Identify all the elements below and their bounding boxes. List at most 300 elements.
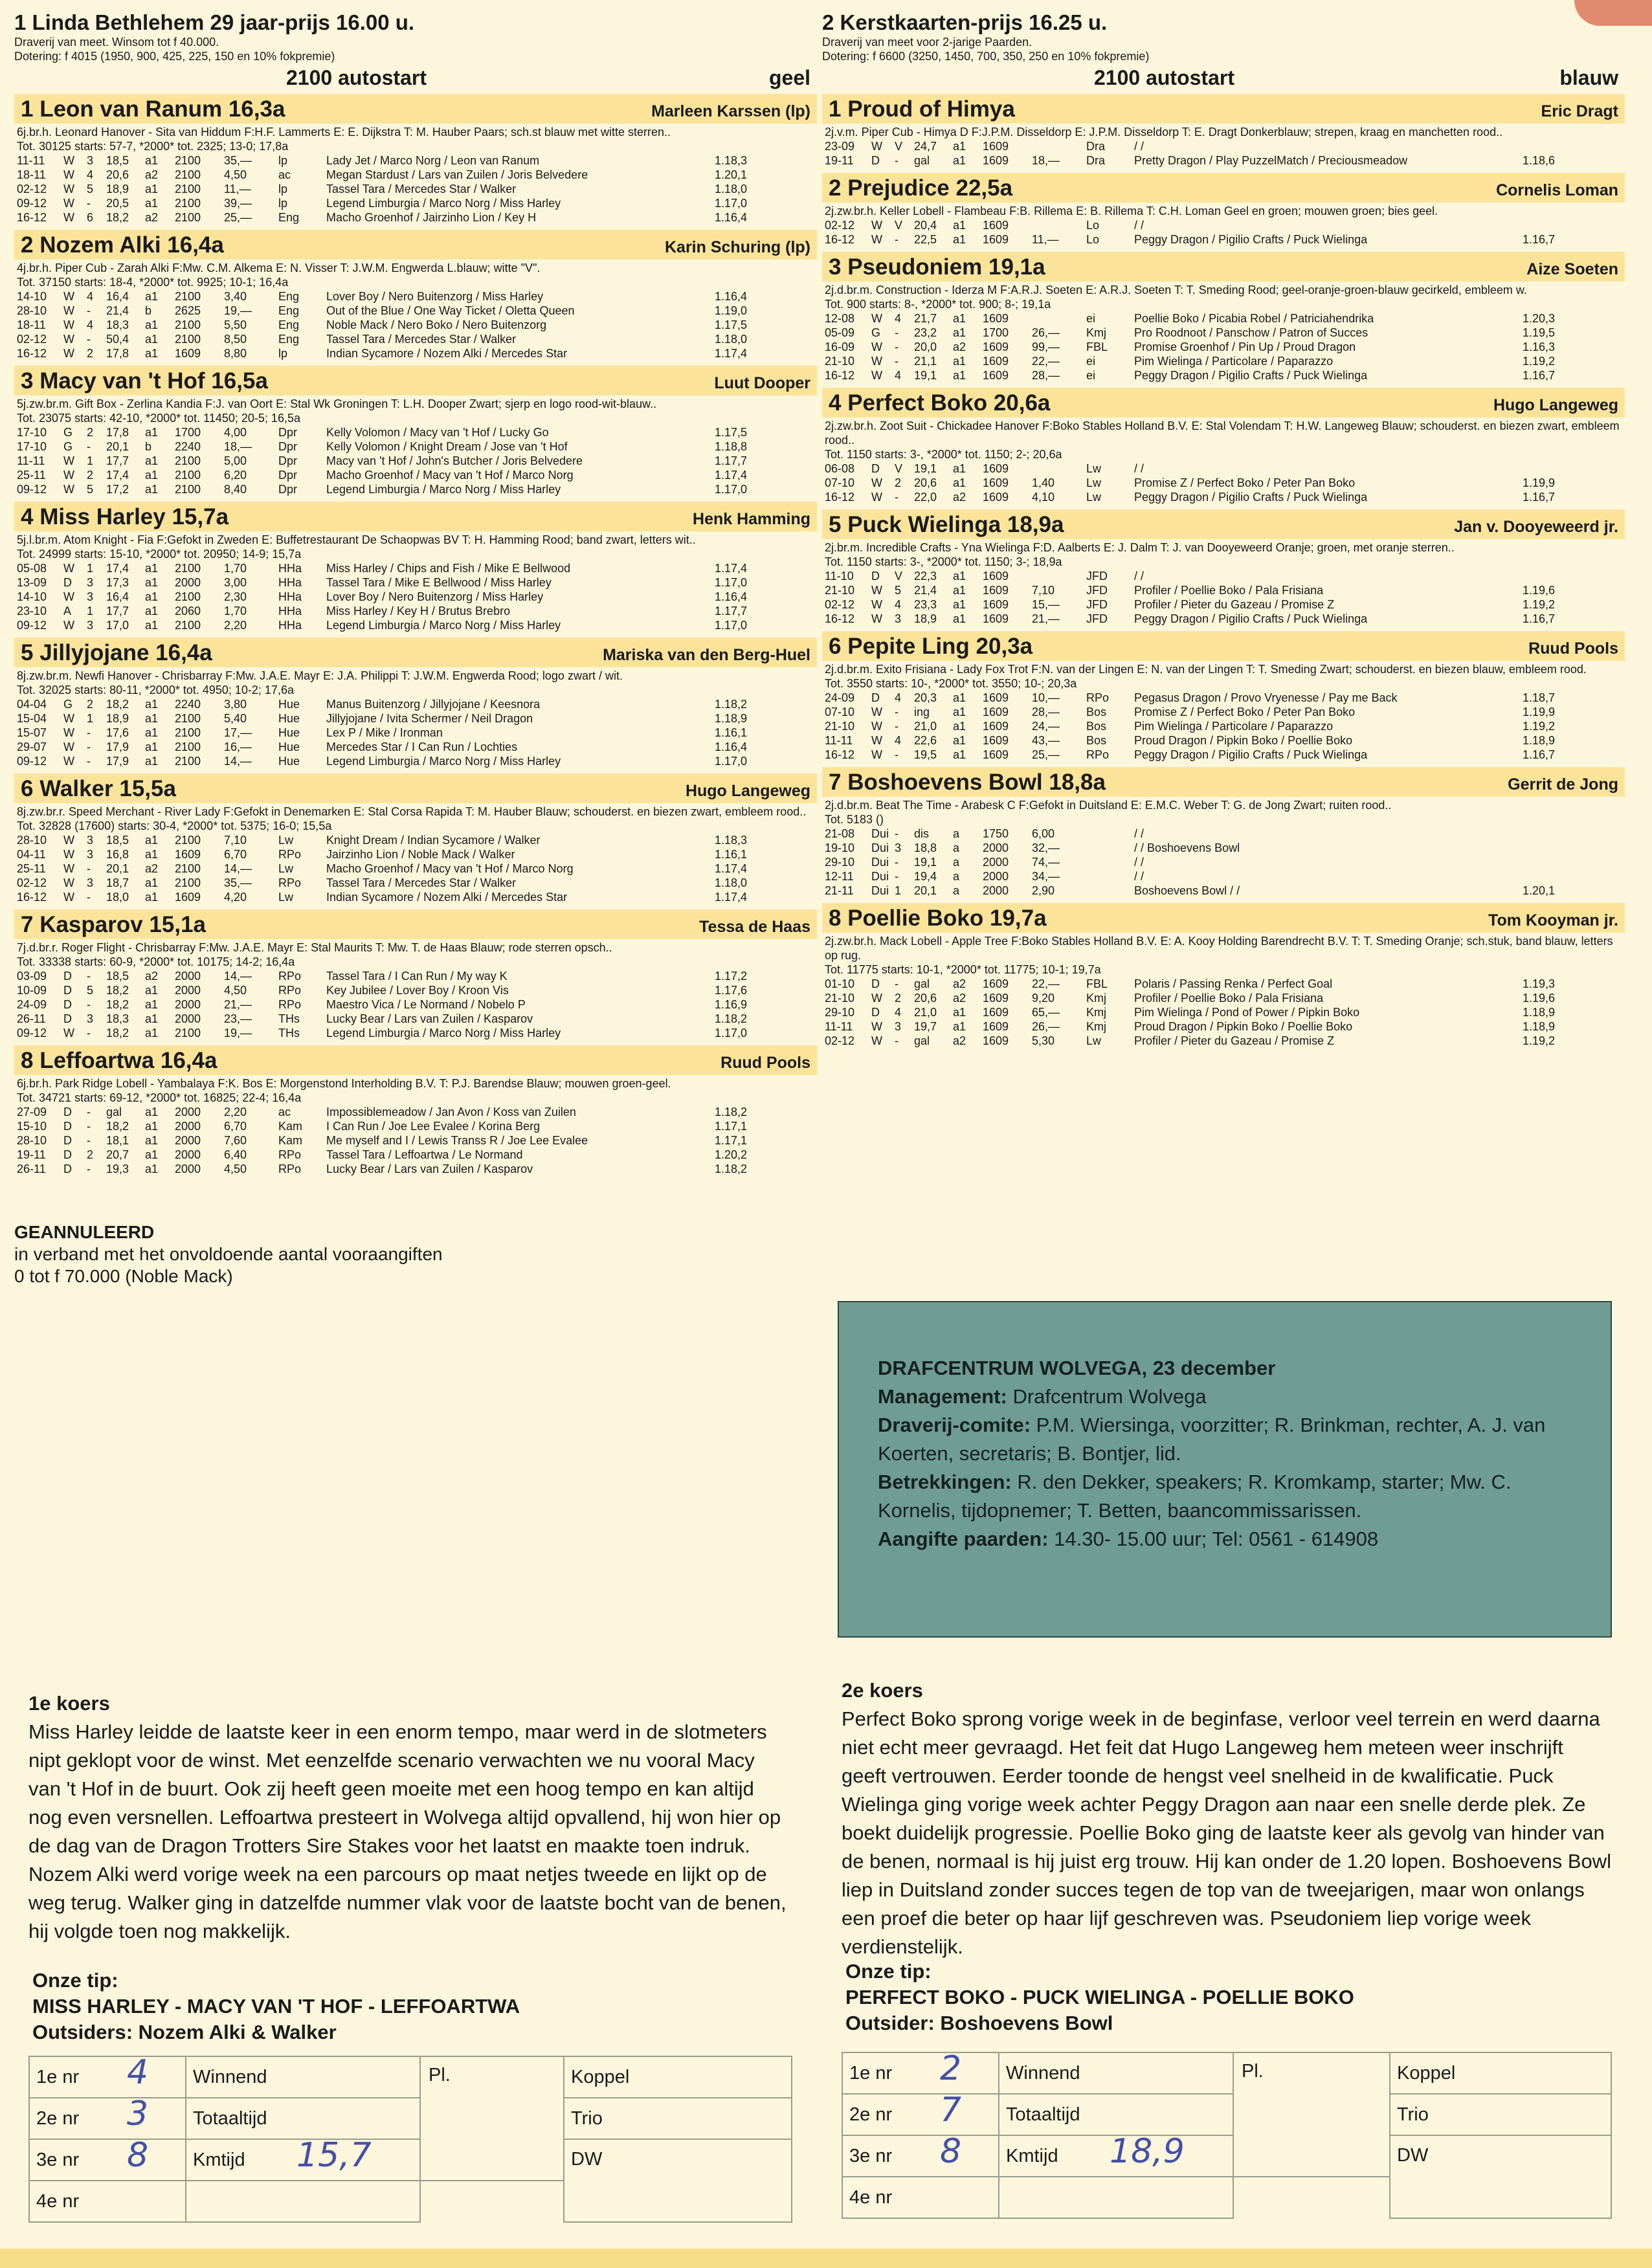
result-cell: D <box>63 576 72 589</box>
horse-header <box>822 173 1625 203</box>
result-row <box>825 340 1627 354</box>
result-cell: W <box>871 476 882 489</box>
result-cell: 18,5 <box>106 834 129 847</box>
result-cell: 1.16,7 <box>1523 233 1556 246</box>
result-cell: 19,— <box>224 304 252 317</box>
result-row <box>17 740 820 754</box>
result-cell: 25,— <box>1032 748 1060 761</box>
driver-name: Jan v. Dooyeweerd jr. <box>1454 518 1618 536</box>
result-cell: Hue <box>278 740 300 753</box>
result-cell: Kmj <box>1086 326 1106 339</box>
horse-entry <box>822 903 1625 1048</box>
result-cell: a1 <box>953 612 966 625</box>
result-cell: 4 <box>895 691 902 704</box>
betrekkingen-label: Betrekkingen: <box>878 1471 1012 1493</box>
result-cell: 19-11 <box>825 154 854 167</box>
result-cell: 25-11 <box>17 862 46 875</box>
handwritten-kmtijd[interactable]: 15,7 <box>296 2136 372 2175</box>
result-cell: D <box>63 1162 72 1175</box>
result-cell: 1.18,9 <box>715 712 748 725</box>
result-cell: a1 <box>145 755 159 768</box>
info-box <box>838 1301 1612 1638</box>
result-cell: - <box>895 1034 899 1047</box>
horse-name: 1 Proud of Himya <box>829 96 1015 122</box>
horse-header <box>822 767 1625 797</box>
result-cell: Megan Stardust / Lars van Zuilen / Joris Belvedere <box>326 168 588 181</box>
result-row <box>17 833 820 847</box>
result-row <box>825 153 1627 168</box>
horse-pedigree: 2j.zw.br.h. Zoot Suit - Chickadee Hanover F:Boko Stables Holland B.V. E: Stal Volendam T: H.W. Langeweg Blauw; schouderst. en biezen zwart, embleem rood.. <box>825 419 1620 447</box>
result-cell: 23,— <box>224 1012 252 1025</box>
result-cell: I Can Run / Joe Lee Evalee / Korina Berg <box>326 1120 541 1133</box>
result-cell: Profiler / Poellie Boko / Pala Frisiana <box>1134 584 1324 597</box>
driver-name: Luut Dooper <box>714 374 810 392</box>
result-cell: 5,50 <box>224 318 247 331</box>
race-meta <box>822 66 1625 90</box>
row-label[interactable]: 4e nr <box>29 2181 186 2222</box>
comite-value: P.M. Wiersinga, voorzitter; R. Brinkman, rechter, A. J. van Koerten, secretaris; B. Bontjer, lid. <box>878 1414 1546 1465</box>
driver-name: Henk Hamming <box>693 510 810 528</box>
result-cell: 18,— <box>224 440 252 453</box>
result-cell: Lucky Bear / Lars van Zuilen / Kasparov <box>326 1162 533 1175</box>
horse-entry <box>14 94 817 225</box>
pl-label: Pl. <box>1242 2061 1264 2082</box>
result-cell: 3 <box>87 576 94 589</box>
driver-name: Gerrit de Jong <box>1508 775 1618 794</box>
result-row <box>17 1026 820 1040</box>
row-label[interactable]: 4e nr <box>842 2177 999 2218</box>
horse-name: 7 Boshoevens Bowl 18,8a <box>829 770 1106 795</box>
result-cell: - <box>87 755 91 768</box>
result-cell: a1 <box>145 1148 159 1161</box>
result-cell: W <box>63 755 74 768</box>
result-cell: a1 <box>145 984 159 997</box>
result-cell: Jairzinho Lion / Noble Mack / Walker <box>326 848 515 861</box>
result-cell: 1609 <box>983 748 1009 761</box>
result-cell <box>1086 827 1134 841</box>
horse-stats: Tot. 34721 starts: 69-12, *2000* tot. 16825; 22-4; 16,4a <box>17 1091 302 1104</box>
result-cell: a1 <box>953 312 966 325</box>
result-cell <box>1032 139 1086 153</box>
result-cell: ei <box>1086 369 1096 382</box>
result-cell: 6,20 <box>224 469 247 482</box>
result-cell: 09-12 <box>17 755 47 768</box>
result-cell: a1 <box>953 598 966 611</box>
race-title: 2 Kerstkaarten-prijs 16.25 u. <box>822 10 1108 34</box>
result-cell: 16-12 <box>17 211 47 224</box>
result-cell: RPo <box>278 998 302 1011</box>
handwritten-nr3[interactable]: 8 <box>127 2136 149 2175</box>
driver-name: Hugo Langeweg <box>1493 396 1618 414</box>
result-cell: a2 <box>145 211 159 224</box>
horse-pedigree: 7j.d.br.r. Roger Flight - Chrisbarray F:Mw. J.A.E. Mayr E: Stal Maurits T: Mw. T. de Haas Blauw; rode sterren opsch.. <box>17 941 612 954</box>
result-cell: - <box>895 326 899 339</box>
handwritten-nr2[interactable]: 3 <box>127 2095 149 2133</box>
result-cell: 1.18,2 <box>715 1162 748 1175</box>
result-cell: 1609 <box>983 691 1009 704</box>
result-cell: D <box>63 970 72 983</box>
result-row <box>17 697 820 711</box>
result-cell: a2 <box>953 977 966 990</box>
result-cell: W <box>871 992 882 1005</box>
result-cell: D <box>63 998 72 1011</box>
result-cell: 2 <box>87 469 94 482</box>
result-cell: / / <box>1134 856 1144 869</box>
result-cell: 2000 <box>983 856 1009 869</box>
result-cell: RPo <box>278 876 302 889</box>
result-row <box>825 354 1627 368</box>
result-cell: 20,1 <box>106 440 129 453</box>
result-cell: 19,5 <box>914 748 937 761</box>
result-cell: 2000 <box>175 1012 201 1025</box>
result-cell: Indian Sycamore / Nozem Alki / Mercedes Star <box>326 891 568 904</box>
result-cell: Tassel Tara / Leffoartwa / Le Normand <box>326 1148 523 1161</box>
result-cell: 2625 <box>175 304 201 317</box>
horse-name: 4 Perfect Boko 20,6a <box>829 390 1051 416</box>
horse-header <box>14 230 817 260</box>
result-cell: Boshoevens Bowl / / <box>1134 884 1240 897</box>
result-cell: 1.16,1 <box>715 726 748 739</box>
result-cell: 1.19,9 <box>1523 706 1556 718</box>
result-cell: 15,— <box>1032 598 1060 611</box>
result-cell: W <box>871 491 882 504</box>
result-cell: a2 <box>145 168 159 181</box>
result-cell: 18,3 <box>106 1012 129 1025</box>
result-cell: 2100 <box>175 154 201 167</box>
handwritten-nr3[interactable]: 8 <box>940 2132 962 2171</box>
pl-cell[interactable] <box>420 2056 564 2181</box>
result-cell: 1609 <box>983 734 1009 747</box>
result-cell: 6,70 <box>224 848 247 861</box>
result-cell: 34,— <box>1032 870 1060 883</box>
result-cell: 23,3 <box>914 598 937 611</box>
horse-name: 8 Leffoartwa 16,4a <box>21 1048 218 1073</box>
result-row <box>17 439 820 454</box>
result-cell: Eng <box>278 318 300 331</box>
horse-name: 6 Pepite Ling 20,3a <box>829 634 1033 659</box>
result-cell: Hue <box>278 712 300 725</box>
result-cell: 2000 <box>983 884 1009 897</box>
result-cell: 32,— <box>1032 841 1060 854</box>
result-cell: D <box>63 1148 72 1161</box>
result-cell: 06-08 <box>825 462 855 475</box>
result-cell: Tassel Tara / Mike E Bellwood / Miss Harley <box>326 576 552 589</box>
result-cell: - <box>895 870 899 883</box>
results-table <box>17 969 820 1040</box>
driver-name: Karin Schuring (lp) <box>665 238 810 256</box>
trio-cell[interactable]: Trio <box>564 2098 792 2139</box>
result-cell: 18,1 <box>106 1134 129 1147</box>
totaaltijd-cell[interactable]: Totaaltijd <box>186 2098 420 2139</box>
result-cell: / / <box>1134 570 1144 583</box>
empty-cell[interactable] <box>1233 2177 1390 2218</box>
result-cell: ei <box>1086 355 1096 368</box>
result-cell: Proud Dragon / Pipkin Boko / Poellie Boko <box>1134 1020 1353 1033</box>
result-cell: 1609 <box>983 140 1009 153</box>
result-cell: 2100 <box>175 483 201 496</box>
handwritten-nr1[interactable]: 4 <box>127 2053 149 2092</box>
result-cell <box>1086 884 1134 898</box>
totaaltijd-cell[interactable]: Totaaltijd <box>999 2094 1233 2135</box>
result-cell: 19,4 <box>914 870 937 883</box>
result-cell: 1609 <box>983 720 1009 733</box>
result-cell: 1.19,6 <box>1523 992 1556 1005</box>
result-cell: 29-10 <box>825 856 855 869</box>
result-cell: a1 <box>145 1134 159 1147</box>
result-cell: Lo <box>1086 219 1100 232</box>
result-cell: a2 <box>953 1034 966 1047</box>
dw-cell[interactable] <box>1390 2135 1611 2218</box>
result-cell: dis <box>914 827 930 840</box>
result-cell: 2100 <box>175 590 201 603</box>
results-table <box>825 977 1627 1048</box>
result-cell: W <box>63 168 74 181</box>
result-cell: 1.17,7 <box>715 454 748 467</box>
result-cell: 20,1 <box>914 884 937 897</box>
horse-name: 2 Prejudice 22,5a <box>829 175 1013 201</box>
result-cell: W <box>871 312 882 325</box>
result-cell: Macho Groenhof / Macy van 't Hof / Marco Norg <box>326 469 574 482</box>
dw-cell[interactable] <box>564 2139 792 2222</box>
result-cell: D <box>63 1012 72 1025</box>
horse-entry <box>822 767 1625 898</box>
result-cell: 1.16,4 <box>715 590 748 603</box>
result-cell: FBL <box>1086 340 1108 353</box>
result-cell: 1.18,2 <box>715 1106 748 1118</box>
bet-form-race-1 <box>28 2053 792 2223</box>
result-cell: a <box>953 827 960 840</box>
result-cell: 16-12 <box>17 347 47 360</box>
dw-label: DW <box>1397 2145 1429 2166</box>
result-cell: 24-09 <box>825 691 855 704</box>
result-cell: 17,4 <box>106 469 129 482</box>
result-cell: 14,— <box>224 755 252 768</box>
result-row <box>17 468 820 482</box>
result-row <box>825 139 1627 153</box>
result-cell: 20,6 <box>914 476 937 489</box>
result-cell: 16-12 <box>825 612 855 625</box>
result-cell: Legend Limburgia / Marco Norg / Miss Harley <box>326 755 561 768</box>
handwritten-nr2[interactable]: 7 <box>940 2091 962 2129</box>
result-cell: Peggy Dragon / Pigilio Crafts / Puck Wielinga <box>1134 369 1368 382</box>
result-cell: b <box>145 440 152 453</box>
result-cell: Dui <box>871 870 889 883</box>
winnend-cell[interactable]: Winnend <box>999 2052 1233 2094</box>
result-cell: 18,2 <box>106 1027 129 1040</box>
horse-header <box>14 638 817 667</box>
result-cell: W <box>63 483 74 496</box>
result-row <box>17 862 820 876</box>
results-table <box>825 461 1627 504</box>
horse-stats: Tot. 33338 starts: 60-9, *2000* tot. 10175; 14-2; 16,4a <box>17 955 295 968</box>
result-cell: 22,6 <box>914 734 937 747</box>
result-row <box>825 827 1627 841</box>
result-cell: 1609 <box>983 154 1009 167</box>
result-cell: 1.18,0 <box>715 876 748 889</box>
result-cell: Noble Mack / Nero Boko / Nero Buitenzorg <box>326 318 547 331</box>
result-cell: D <box>871 462 880 475</box>
result-cell: 3 <box>895 841 902 854</box>
result-cell <box>1086 869 1134 884</box>
result-cell: 28-10 <box>17 834 47 847</box>
kmtijd-label: Kmtijd <box>193 2149 245 2170</box>
handwritten-kmtijd[interactable]: 18,9 <box>1110 2132 1185 2171</box>
result-cell: 16-12 <box>825 491 855 504</box>
result-cell: 1.19,0 <box>715 304 748 317</box>
result-cell: 8,50 <box>224 333 247 346</box>
horse-entry <box>822 252 1625 383</box>
result-cell: 39,— <box>224 197 252 210</box>
result-cell: 16-12 <box>825 748 855 761</box>
trio-cell[interactable]: Trio <box>1390 2094 1611 2135</box>
result-cell: 01-10 <box>825 977 855 990</box>
result-cell: 02-12 <box>17 876 47 889</box>
race-dotering: Dotering: f 6600 (3250, 1450, 700, 350, 250 en 10% fokpremie) <box>822 50 1150 63</box>
result-cell: 1609 <box>983 369 1009 382</box>
result-cell: 21,0 <box>914 720 937 733</box>
bet-form-race-2 <box>842 2049 1612 2219</box>
row-label: 2e nr <box>849 2104 893 2125</box>
result-cell: W <box>63 876 74 889</box>
result-cell: a1 <box>145 1012 159 1025</box>
koppel-cell[interactable]: Koppel <box>1390 2052 1611 2094</box>
empty-cell[interactable] <box>420 2181 564 2222</box>
result-cell: 1.18,0 <box>715 333 748 346</box>
handwritten-nr1[interactable]: 2 <box>940 2049 962 2088</box>
result-cell: Pegasus Dragon / Provo Vryenesse / Pay me Back <box>1134 691 1398 704</box>
horse-stats: Tot. 23075 starts: 42-10, *2000* tot. 11450; 20-5; 16,5a <box>17 412 300 425</box>
result-row <box>17 332 820 346</box>
result-cell: 1.19,2 <box>1523 1034 1556 1047</box>
result-cell: Pim Wielinga / Pond of Power / Pipkin Boko <box>1134 1006 1360 1019</box>
result-cell: 20,6 <box>914 992 937 1005</box>
result-cell: a1 <box>953 570 966 583</box>
result-cell: 18,9 <box>106 183 129 195</box>
result-cell: RPo <box>278 984 302 997</box>
result-cell: / / <box>1134 219 1144 232</box>
result-cell: V <box>895 570 903 583</box>
result-row <box>17 1162 820 1176</box>
result-cell: 6,40 <box>224 1148 247 1161</box>
result-cell: a1 <box>953 462 966 475</box>
horse-entry <box>14 638 817 768</box>
result-cell: a1 <box>145 483 159 496</box>
results-table <box>17 289 820 361</box>
result-cell: 20,7 <box>106 1148 129 1161</box>
result-cell: 8,40 <box>224 483 247 496</box>
result-cell: 1 <box>87 605 94 617</box>
result-cell: 19,1 <box>914 462 937 475</box>
koppel-cell[interactable]: Koppel <box>564 2056 792 2098</box>
result-cell: a1 <box>145 619 159 632</box>
result-cell: 14,— <box>224 862 252 875</box>
result-cell: W <box>871 598 882 611</box>
result-cell: 17,— <box>224 726 252 739</box>
result-cell: Proud Dragon / Pipkin Boko / Poellie Boko <box>1134 734 1353 747</box>
result-cell: 2100 <box>175 1027 201 1040</box>
result-cell: 2 <box>87 347 94 360</box>
result-cell: 1609 <box>175 848 201 861</box>
result-cell <box>1032 311 1086 326</box>
result-cell: 11,— <box>1032 233 1059 246</box>
result-cell: 35,— <box>224 154 252 167</box>
result-cell: ei <box>1086 312 1096 325</box>
result-cell: 27-09 <box>17 1106 47 1118</box>
horse-entry <box>14 909 817 1040</box>
result-cell: 1.18,9 <box>1523 1020 1556 1033</box>
result-row <box>17 454 820 468</box>
result-cell: 11-11 <box>17 154 45 167</box>
result-cell: 2100 <box>175 862 201 875</box>
result-cell: Tassel Tara / Mercedes Star / Walker <box>326 183 517 195</box>
winnend-cell[interactable]: Winnend <box>186 2056 420 2098</box>
result-row <box>17 1119 820 1133</box>
horse-pedigree: 2j.d.br.m. Beat The Time - Arabesk C F:Gefokt in Duitsland E: E.M.C. Weber T: G. de Jong Zwart; ruiten rood.. <box>825 799 1392 812</box>
result-cell: 4,50 <box>224 1162 247 1175</box>
result-cell: Out of the Blue / One Way Ticket / Oletta Queen <box>326 304 575 317</box>
empty-cell[interactable] <box>186 2181 420 2222</box>
horse-name: 6 Walker 15,5a <box>21 776 176 801</box>
result-cell <box>1523 855 1627 869</box>
result-cell: a2 <box>953 491 966 504</box>
result-row <box>17 1105 820 1119</box>
result-cell: 4 <box>87 290 94 303</box>
result-cell: HHa <box>278 619 302 632</box>
comment-race-1 <box>28 1689 792 1946</box>
result-cell: 21,— <box>1032 612 1060 625</box>
race-meta <box>14 66 817 90</box>
result-cell: 03-09 <box>17 970 47 983</box>
result-cell: a1 <box>953 706 966 718</box>
horse-header <box>822 252 1625 282</box>
result-cell: 1.17,0 <box>715 483 748 496</box>
race-1-column <box>14 0 817 1287</box>
result-cell: 02-12 <box>825 598 855 611</box>
result-cell: 1609 <box>983 1020 1009 1033</box>
result-cell: - <box>87 970 91 983</box>
result-cell: 19,3 <box>106 1162 129 1175</box>
pl-cell[interactable] <box>1233 2052 1390 2177</box>
kmtijd-label: Kmtijd <box>1006 2145 1058 2166</box>
horse-header <box>822 94 1625 124</box>
result-cell: 1609 <box>983 977 1009 990</box>
empty-cell[interactable] <box>999 2177 1233 2218</box>
result-cell: - <box>895 154 899 167</box>
result-cell: 18,8 <box>914 841 937 854</box>
result-cell: a1 <box>145 876 159 889</box>
result-cell: A <box>63 605 72 617</box>
driver-name: Marleen Karssen (lp) <box>651 102 810 120</box>
horse-name: 1 Leon van Ranum 16,3a <box>21 96 285 122</box>
result-cell: 19,1 <box>914 369 937 382</box>
result-cell: / / <box>1134 140 1144 153</box>
result-cell: 1609 <box>983 476 1009 489</box>
result-cell: a1 <box>953 476 966 489</box>
result-cell: 1.17,0 <box>715 576 748 589</box>
result-row <box>825 884 1627 898</box>
result-cell: 2000 <box>175 984 201 997</box>
result-cell: Promise Z / Perfect Boko / Peter Pan Boko <box>1134 706 1356 718</box>
result-cell: Profiler / Pieter du Gazeau / Promise Z <box>1134 1034 1335 1047</box>
result-cell: 1.17,7 <box>715 605 748 617</box>
tip-race-2 <box>845 1959 1354 2036</box>
result-cell: FBL <box>1086 977 1108 990</box>
result-cell: 28-10 <box>17 1134 47 1147</box>
horse-entry <box>822 388 1625 504</box>
horse-name: 8 Poellie Boko 19,7a <box>829 906 1047 931</box>
result-cell: V <box>895 140 903 153</box>
result-row <box>825 597 1627 612</box>
